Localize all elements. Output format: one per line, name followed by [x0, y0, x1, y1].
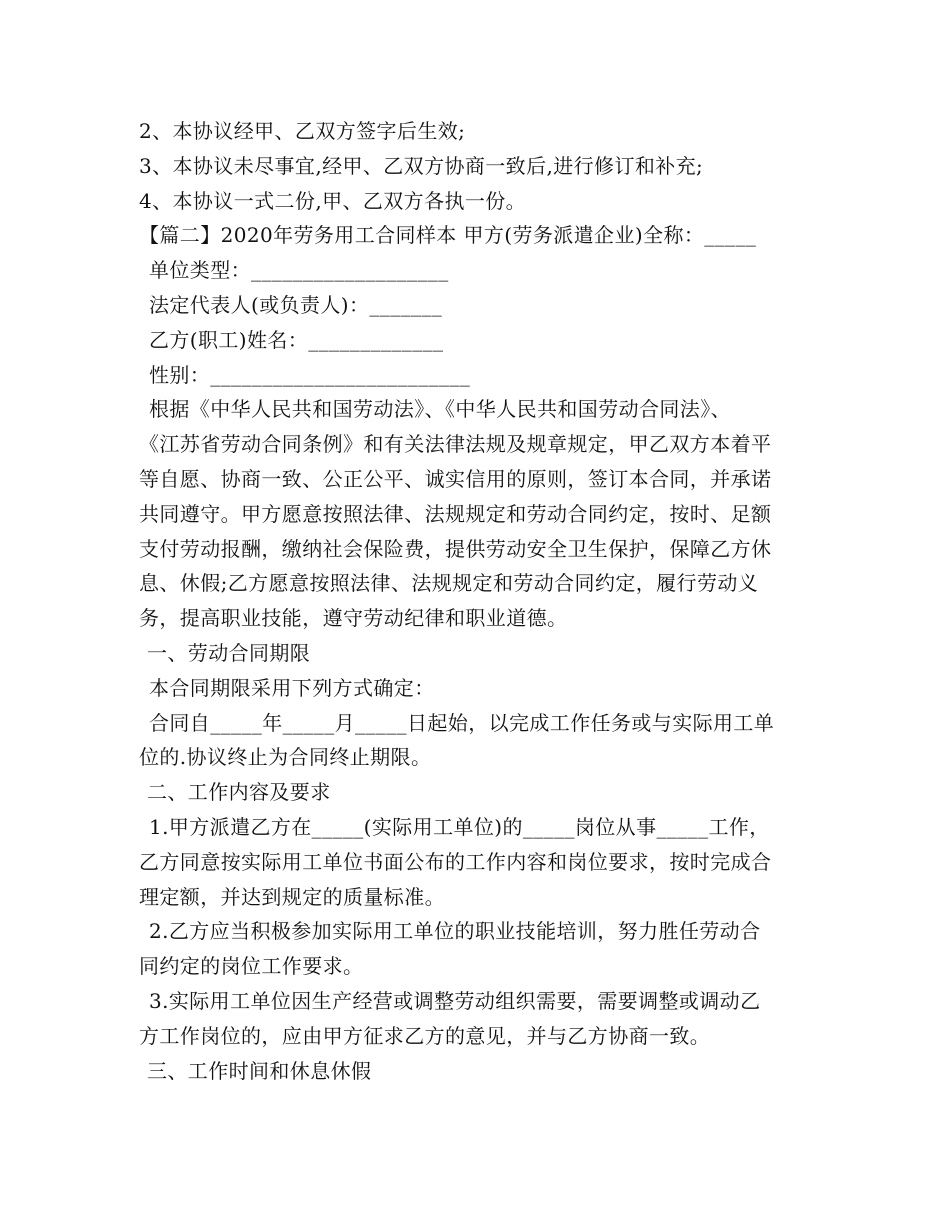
text-line: 同约定的岗位工作要求。	[139, 954, 364, 979]
text-line: 《江苏省劳动合同条例》和有关法律法规及规章规定，甲乙双方本着平	[139, 432, 772, 457]
text-line: 本合同期限采用下列方式确定：	[149, 675, 435, 700]
text-line: 息、休假;乙方愿意按照法律、法规规定和劳动合同约定，履行劳动义	[139, 571, 759, 596]
section-heading: 一、劳动合同期限	[147, 640, 311, 665]
section-heading-line: 【篇二】2020年劳务用工合同样本 甲方(劳务派遣企业)全称：_____	[139, 223, 757, 248]
text-line: 3、本协议未尽事宜,经甲、乙双方协商一致后,进行修订和补充;	[139, 153, 704, 178]
section-heading: 二、工作内容及要求	[147, 780, 331, 805]
text-line: 支付劳动报酬，缴纳社会保险费，提供劳动安全卫生保护，保障乙方休	[139, 536, 772, 561]
form-field-line: 乙方(职工)姓名：_____________	[149, 327, 444, 352]
text-line: 2、本协议经甲、乙双方签字后生效;	[139, 119, 466, 143]
text-line: 合同自_____年_____月_____日起始，以完成工作任务或与实际用工单	[149, 710, 775, 735]
text-line: 务，提高职业技能，遵守劳动纪律和职业道德。	[139, 606, 568, 631]
text-line: 乙方同意按实际用工单位书面公布的工作内容和岗位要求，按时完成合	[139, 849, 772, 874]
section-heading: 三、工作时间和休息休假	[147, 1058, 372, 1083]
text-line: 理定额，并达到规定的质量标准。	[139, 884, 445, 909]
text-line: 3.实际用工单位因生产经营或调整劳动组织需要，需要调整或调动乙	[149, 988, 761, 1013]
text-line: 位的.协议终止为合同终止期限。	[139, 745, 432, 770]
document-body	[139, 114, 811, 1088]
text-line: 根据《中华人民共和国劳动法》、《中华人民共和国劳动合同法》、	[149, 397, 731, 422]
form-field-line: 法定代表人(或负责人)：_______	[149, 292, 443, 317]
text-line: 方工作岗位的，应由甲方征求乙方的意见，并与乙方协商一致。	[139, 1023, 711, 1048]
text-line: 2.乙方应当积极参加实际用工单位的职业技能培训，努力胜任劳动合	[149, 919, 761, 944]
text-line: 等自愿、协商一致、公正公平、诚实信用的原则，签订本合同，并承诺	[139, 466, 772, 491]
text-line: 1.甲方派遣乙方在_____(实际用工单位)的_____岗位从事_____工作，	[149, 814, 770, 839]
text-line: 共同遵守。甲方愿意按照法律、法规规定和劳动合同约定，按时、足额	[139, 501, 772, 526]
form-field-line: 单位类型：___________________	[149, 258, 449, 283]
text-line: 4、本协议一式二份,甲、乙双方各执一份。	[139, 188, 527, 213]
form-field-line: 性别：_________________________	[149, 362, 471, 387]
